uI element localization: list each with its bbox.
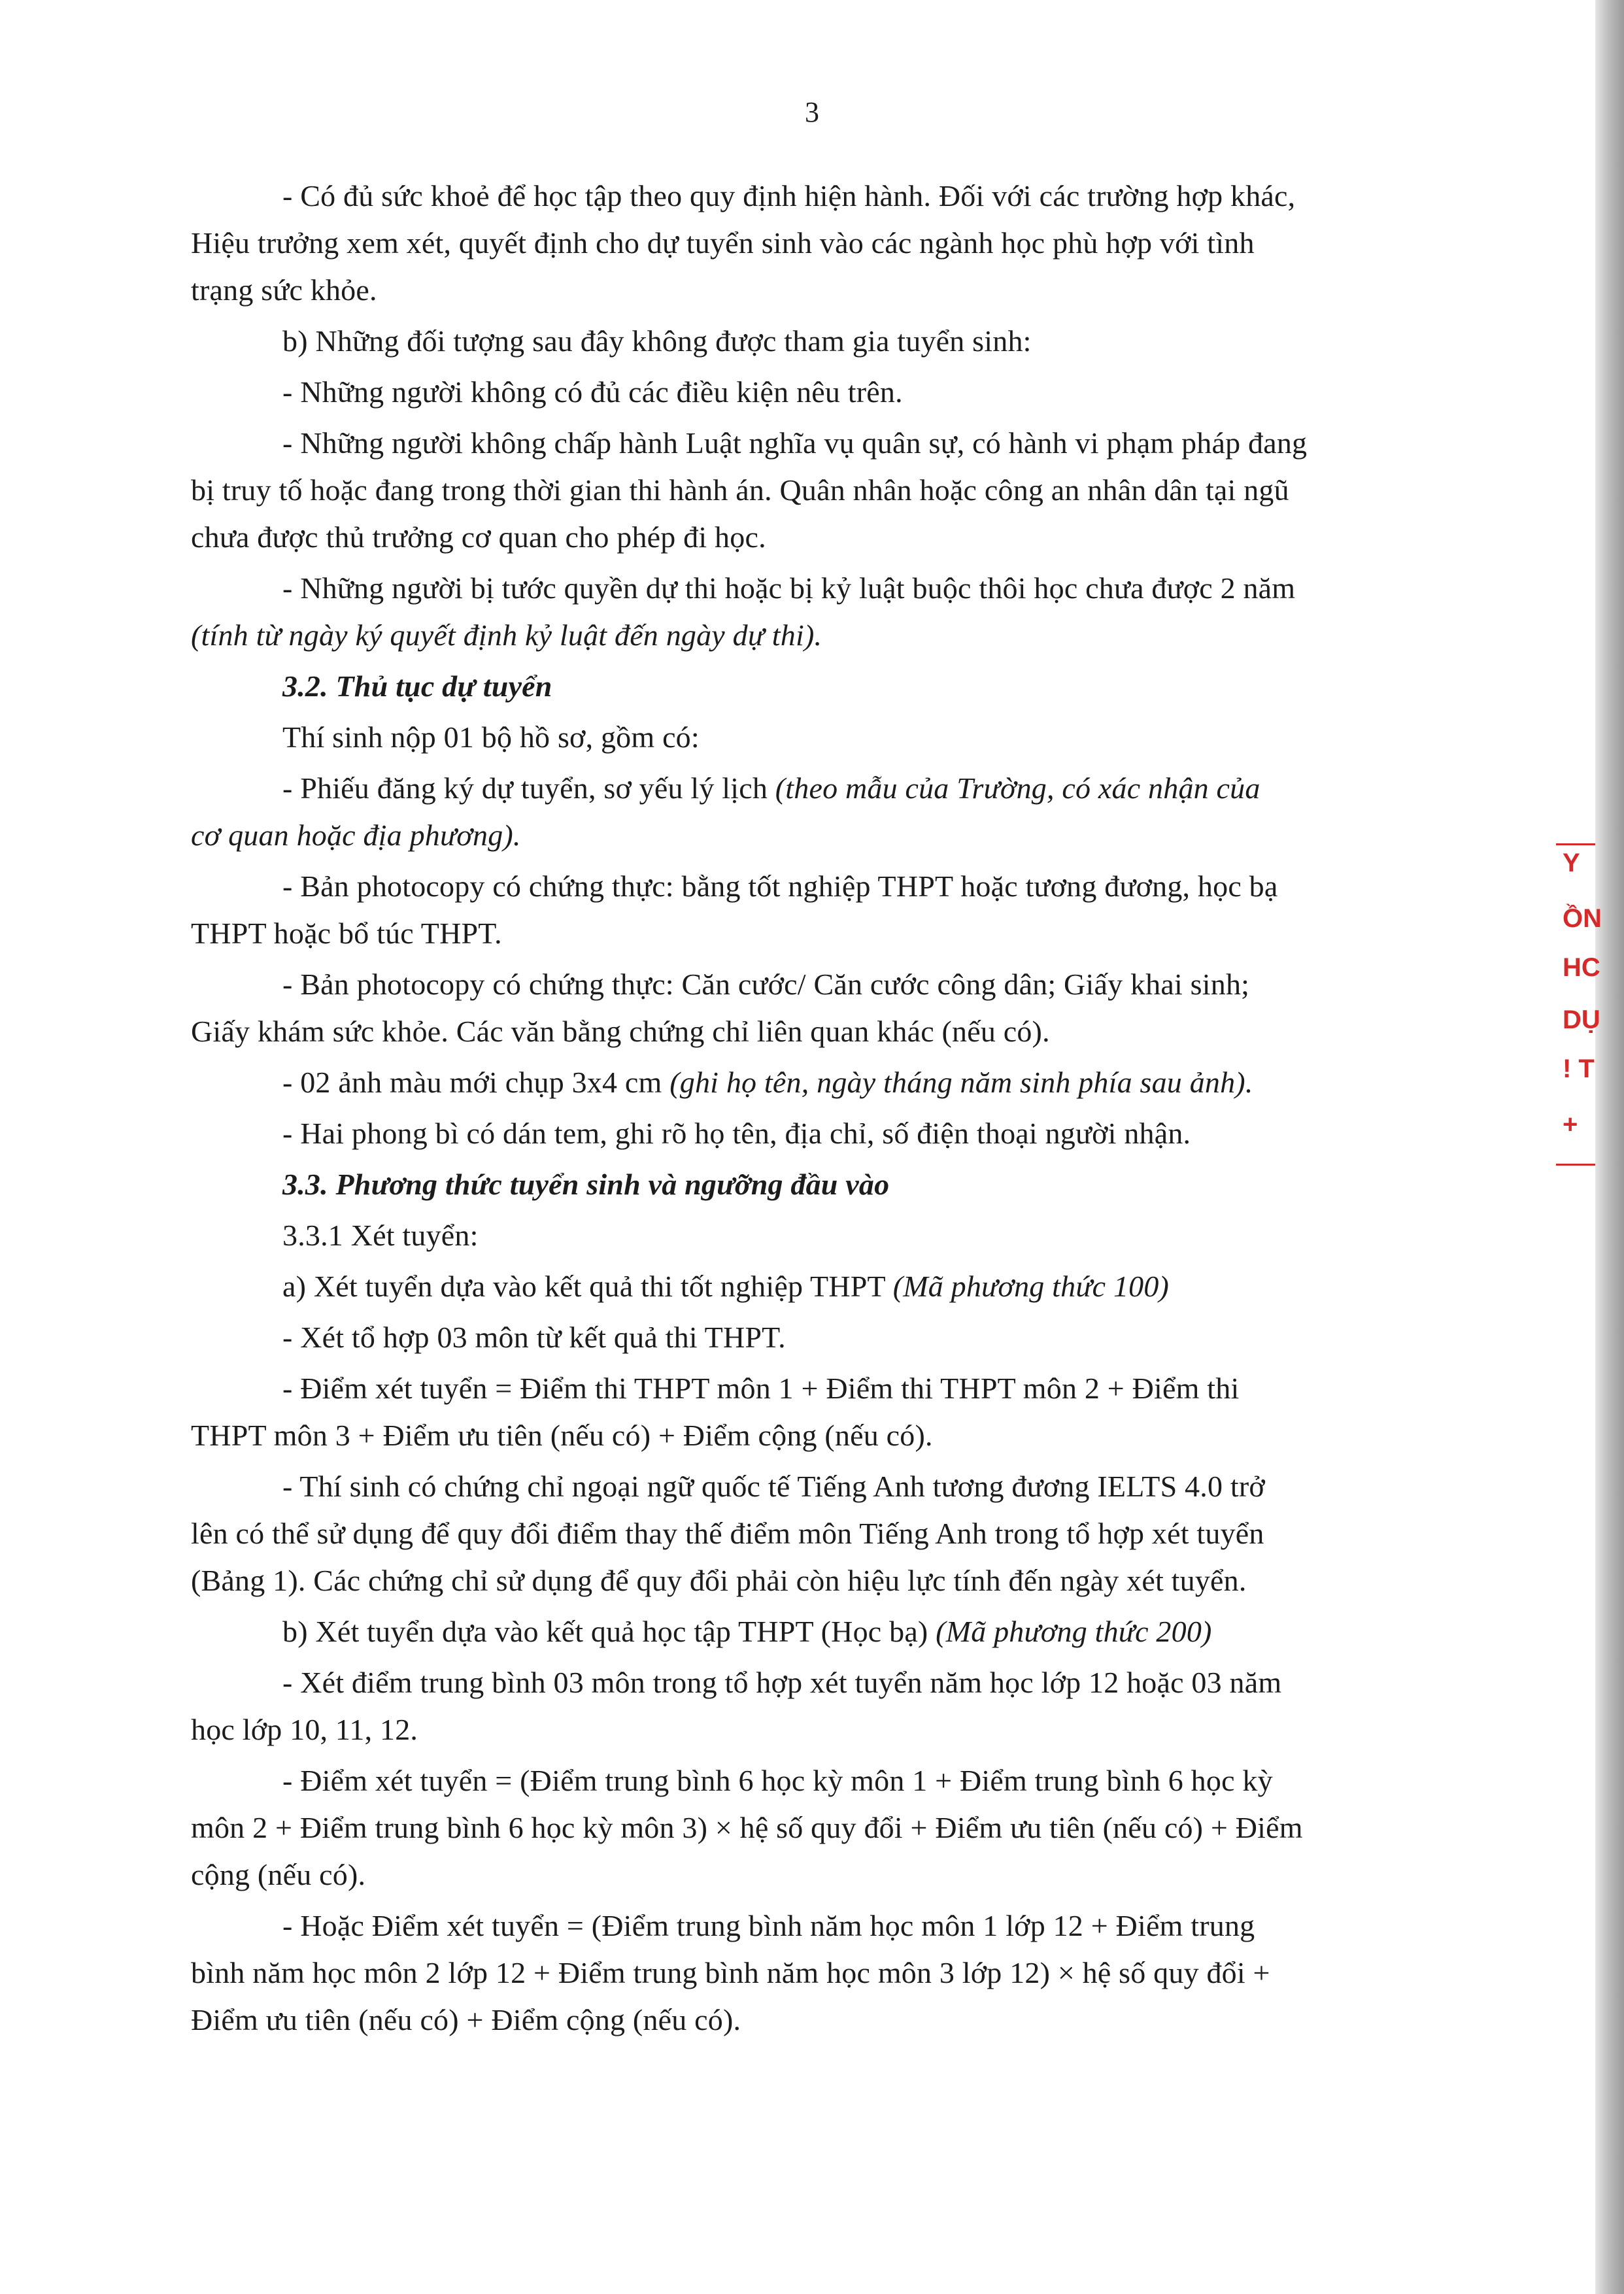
text-line bbox=[191, 1902, 1472, 1949]
red-stamp-fragment bbox=[1556, 843, 1624, 1170]
text-span: (ghi họ tên, ngày tháng năm sinh phía sau ảnh). bbox=[669, 1066, 1253, 1099]
document-body bbox=[191, 173, 1472, 2044]
text-line bbox=[191, 863, 1472, 910]
text-span: b) Những đối tượng sau đây không được tham gia tuyển sinh: bbox=[282, 324, 1032, 358]
text-span: (Mã phương thức 200) bbox=[936, 1615, 1212, 1648]
text-line bbox=[191, 1608, 1472, 1655]
text-span: cơ quan hoặc địa phương). bbox=[191, 818, 521, 852]
text-line bbox=[191, 173, 1472, 220]
stamp-text: ! T bbox=[1563, 1054, 1595, 1083]
text-span: bình năm học môn 2 lớp 12 + Điểm trung bình năm học môn 3 lớp 12) × hệ số quy đổi + bbox=[191, 1956, 1270, 1989]
page-number: 3 bbox=[805, 96, 819, 128]
text-span: (Mã phương thức 100) bbox=[892, 1270, 1170, 1303]
stamp-text: + bbox=[1563, 1110, 1578, 1139]
text-line bbox=[191, 1557, 1472, 1604]
stamp-text: ỒN bbox=[1563, 904, 1602, 933]
text-span: b) Xét tuyển dựa vào kết quả học tập THPT (Học bạ) bbox=[282, 1615, 936, 1648]
section-heading: 3.2. Thủ tục dự tuyển bbox=[282, 669, 552, 703]
text-span: - Những người bị tước quyền dự thi hoặc bị kỷ luật buộc thôi học chưa được 2 năm bbox=[282, 571, 1296, 605]
text-line bbox=[191, 1365, 1472, 1412]
text-span: cộng (nếu có). bbox=[191, 1858, 366, 1891]
text-line bbox=[191, 910, 1472, 957]
text-line bbox=[191, 514, 1472, 561]
text-line bbox=[191, 1949, 1472, 1997]
text-span: a) Xét tuyển dựa vào kết quả thi tốt nghiệp THPT bbox=[282, 1270, 893, 1303]
text-span: Giấy khám sức khỏe. Các văn bằng chứng chỉ liên quan khác (nếu có). bbox=[191, 1015, 1050, 1048]
text-line bbox=[191, 1412, 1472, 1459]
text-line bbox=[191, 1314, 1472, 1361]
text-line bbox=[191, 1804, 1472, 1851]
text-line bbox=[191, 961, 1472, 1008]
text-line bbox=[191, 1706, 1472, 1753]
stamp-text: HC bbox=[1563, 953, 1600, 982]
text-span: Thí sinh nộp 01 bộ hồ sơ, gồm có: bbox=[282, 720, 700, 754]
text-span: - 02 ảnh màu mới chụp 3x4 cm bbox=[282, 1066, 670, 1099]
text-line bbox=[191, 1059, 1472, 1106]
text-span: - Bản photocopy có chứng thực: bằng tốt nghiệp THPT hoặc tương đương, học bạ bbox=[282, 869, 1278, 903]
text-line bbox=[191, 1212, 1472, 1259]
stamp-text: DỤ bbox=[1563, 1005, 1600, 1034]
text-line bbox=[191, 1997, 1472, 2044]
text-span: (theo mẫu của Trường, có xác nhận của bbox=[775, 771, 1260, 805]
text-line bbox=[191, 1510, 1472, 1557]
text-line bbox=[191, 565, 1472, 612]
text-span: - Xét tổ hợp 03 môn từ kết quả thi THPT. bbox=[282, 1321, 786, 1354]
text-span: - Điểm xét tuyển = Điểm thi THPT môn 1 + Điểm thi THPT môn 2 + Điểm thi bbox=[282, 1372, 1240, 1405]
text-span: - Điểm xét tuyển = (Điểm trung bình 6 học kỳ môn 1 + Điểm trung bình 6 học kỳ bbox=[282, 1764, 1273, 1797]
text-line bbox=[191, 1110, 1472, 1157]
text-line bbox=[191, 467, 1472, 514]
text-line bbox=[191, 1851, 1472, 1898]
stamp-text: Y bbox=[1563, 849, 1580, 877]
section-heading: 3.3. Phương thức tuyển sinh và ngưỡng đầu vào bbox=[282, 1168, 890, 1201]
text-span: 3.3.1 Xét tuyển: bbox=[282, 1219, 479, 1252]
text-span: môn 2 + Điểm trung bình 6 học kỳ môn 3) × hệ số quy đổi + Điểm ưu tiên (nếu có) + Điểm bbox=[191, 1811, 1303, 1844]
text-span: - Có đủ sức khoẻ để học tập theo quy định hiện hành. Đối với các trường hợp khác, bbox=[282, 179, 1296, 212]
text-span: bị truy tố hoặc đang trong thời gian thi hành án. Quân nhân hoặc công an nhân dân tại ngũ bbox=[191, 473, 1289, 507]
text-line bbox=[191, 267, 1472, 314]
text-line bbox=[191, 1263, 1472, 1310]
text-line bbox=[191, 369, 1472, 416]
text-span: - Bản photocopy có chứng thực: Căn cước/ Căn cước công dân; Giấy khai sinh; bbox=[282, 968, 1250, 1001]
text-span: Hiệu trưởng xem xét, quyết định cho dự tuyển sinh vào các ngành học phù hợp với tình bbox=[191, 226, 1255, 260]
text-span: lên có thể sử dụng để quy đổi điểm thay thế điểm môn Tiếng Anh trong tổ hợp xét tuyển bbox=[191, 1517, 1264, 1550]
stamp-line bbox=[1556, 1164, 1595, 1166]
text-line bbox=[191, 714, 1472, 761]
text-span: trạng sức khỏe. bbox=[191, 273, 377, 307]
text-span: chưa được thủ trưởng cơ quan cho phép đi học. bbox=[191, 520, 766, 554]
text-span: - Những người không có đủ các điều kiện nêu trên. bbox=[282, 375, 903, 409]
text-line bbox=[191, 612, 1472, 659]
text-line bbox=[191, 663, 1472, 710]
text-span: - Xét điểm trung bình 03 môn trong tổ hợp xét tuyển năm học lớp 12 hoặc 03 năm bbox=[282, 1666, 1282, 1699]
text-span: (tính từ ngày ký quyết định kỷ luật đến ngày dự thi). bbox=[191, 618, 822, 652]
text-line bbox=[191, 420, 1472, 467]
text-line bbox=[191, 812, 1472, 859]
text-span: THPT môn 3 + Điểm ưu tiên (nếu có) + Điểm cộng (nếu có). bbox=[191, 1419, 933, 1452]
text-line bbox=[191, 1161, 1472, 1208]
text-line bbox=[191, 1008, 1472, 1055]
text-span: học lớp 10, 11, 12. bbox=[191, 1713, 418, 1746]
text-line bbox=[191, 1463, 1472, 1510]
text-span: (Bảng 1). Các chứng chỉ sử dụng để quy đổi phải còn hiệu lực tính đến ngày xét tuyển. bbox=[191, 1564, 1247, 1597]
text-span: - Hai phong bì có dán tem, ghi rõ họ tên, địa chỉ, số điện thoại người nhận. bbox=[282, 1117, 1191, 1150]
text-line bbox=[191, 220, 1472, 267]
text-line bbox=[191, 1659, 1472, 1706]
text-line bbox=[191, 318, 1472, 365]
text-span: THPT hoặc bổ túc THPT. bbox=[191, 917, 502, 950]
text-span: Điểm ưu tiên (nếu có) + Điểm cộng (nếu có). bbox=[191, 2003, 741, 2036]
text-line bbox=[191, 1757, 1472, 1804]
text-span: - Thí sinh có chứng chỉ ngoại ngữ quốc tế Tiếng Anh tương đương IELTS 4.0 trở bbox=[282, 1470, 1265, 1503]
text-span: - Hoặc Điểm xét tuyển = (Điểm trung bình năm học môn 1 lớp 12 + Điểm trung bbox=[282, 1909, 1255, 1942]
text-span: - Phiếu đăng ký dự tuyển, sơ yếu lý lịch bbox=[282, 771, 775, 805]
text-span: - Những người không chấp hành Luật nghĩa vụ quân sự, có hành vi phạm pháp đang bbox=[282, 426, 1308, 460]
text-line bbox=[191, 765, 1472, 812]
stamp-line bbox=[1556, 843, 1595, 845]
